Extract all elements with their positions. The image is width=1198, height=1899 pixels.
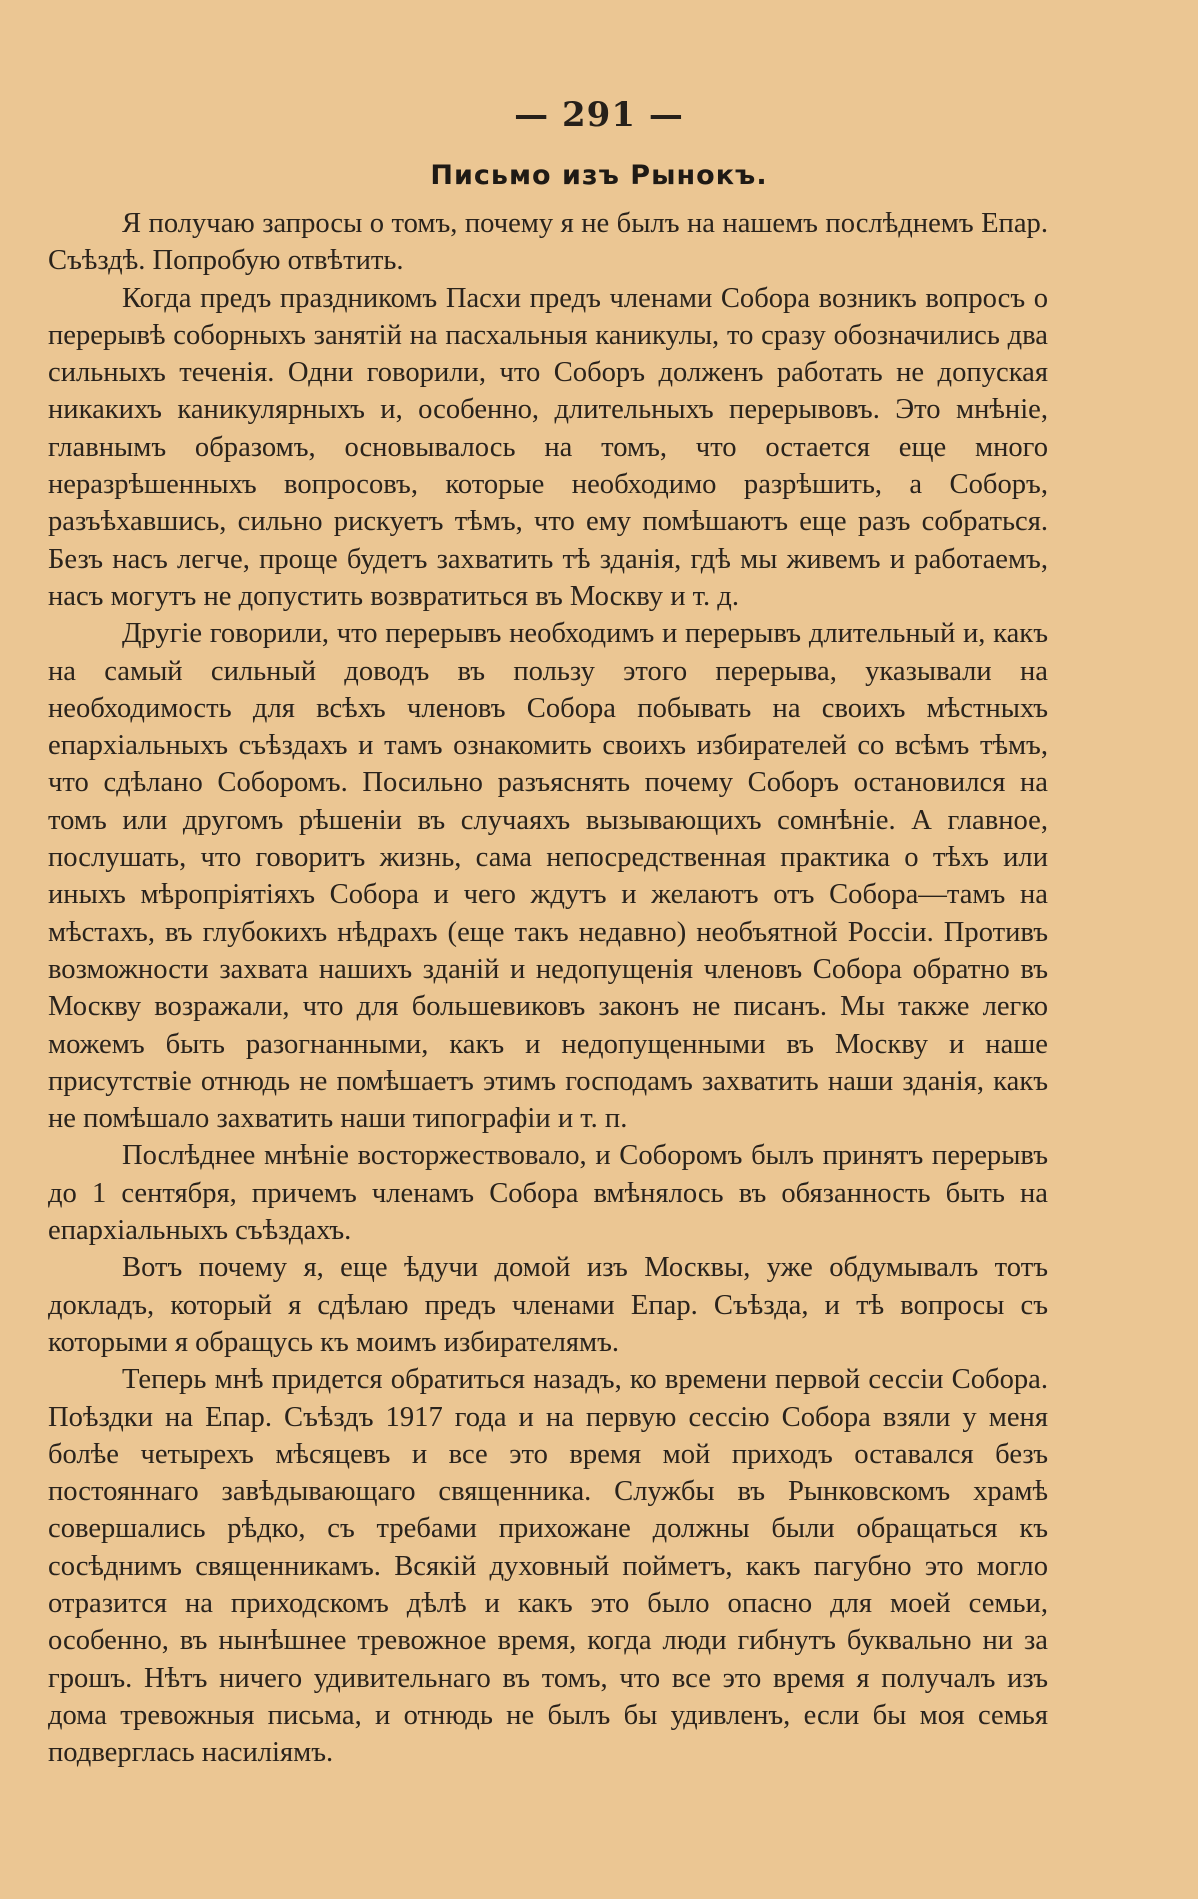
paragraph: Теперь мнѣ придется обратиться назадъ, ко времени первой сессіи Собора. Поѣздки на Епар. Съѣздъ 1917 года и на первую сессію Собора взяли у меня болѣе четырехъ мѣсяцевъ и все это время мой приходъ оставался безъ постояннаго завѣдывающаго священника. Службы въ Рынковскомъ храмѣ совершались рѣдко, съ требами прихожане должны были обращаться къ сосѣднимъ священникамъ. Всякій духовный пойметъ, какъ пагубно это могло отразится на приходскомъ дѣлѣ и какъ это было опасно для моей семьи, особенно, въ нынѣшнее тревожное время, когда люди гибнутъ буквально ни за грошъ. Нѣтъ ничего удивительнаго въ томъ, что все это время я получалъ изъ дома тревожныя письма, и отнюдь не былъ бы удивленъ, если бы моя семья подверглась насиліямъ. <box>48 1364 1048 1769</box>
paragraph: Другіе говорили, что перерывъ необходимъ и перерывъ длительный и, какъ на самый сильный доводъ въ пользу этого перерыва, указывали на необходимость для всѣхъ членовъ Собора побывать на своихъ мѣстныхъ епархіальныхъ съѣздахъ и тамъ ознакомить своихъ избирателей со всѣмъ тѣмъ, что сдѣлано Соборомъ. Посильно разъяснять почему Соборъ остановился на томъ или другомъ рѣшеніи въ случаяхъ вызывающихъ сомнѣніе. А главное, послушать, что говоритъ жизнь, сама непосредственная практика о тѣхъ или иныхъ мѣропріятіяхъ Собора и чего ждутъ и желаютъ отъ Собора—тамъ на мѣстахъ, въ глубокихъ нѣдрахъ (еще такъ недавно) необъятной Россіи. Противъ возможности захвата нашихъ зданій и недопущенія членовъ Собора обратно въ Москву возражали, что для большевиковъ законъ не писанъ. Мы также легко можемъ быть разогнанными, какъ и недопущенными въ Москву и наше присутствіе отнюдь не помѣшаетъ этимъ господамъ захватить наши зданія, какъ не помѣшало захватить наши типографіи и т. п. <box>48 618 1048 1135</box>
page-number: — 291 — <box>514 95 684 135</box>
paragraph: Я получаю запросы о томъ, почему я не былъ на нашемъ послѣднемъ Епар. Съѣздѣ. Попробую отвѣтить. <box>48 208 1048 277</box>
paragraph: Вотъ почему я, еще ѣдучи домой изъ Москвы, уже обдумывалъ тотъ докладъ, который я сдѣлаю предъ членами Епар. Съѣзда, и тѣ вопросы съ которыми я обращусь къ моимъ избирателямъ. <box>48 1252 1048 1358</box>
paragraph: Послѣднее мнѣніе восторжествовало, и Соборомъ былъ принятъ перерывъ до 1 сентября, причемъ членамъ Собора вмѣнялось въ обязанность быть на епархіальныхъ съѣздахъ. <box>48 1140 1048 1247</box>
paragraph: Когда предъ праздникомъ Пасхи предъ членами Собора возникъ вопросъ о перерывѣ соборныхъ занятій на пасхальныя каникулы, то сразу обозначились два сильныхъ теченія. Одни говорили, что Соборъ долженъ работать не допуская никакихъ каникулярныхъ и, особенно, длительныхъ перерывовъ. Это мнѣніе, главнымъ образомъ, основывалось на томъ, что остается еще много неразрѣшенныхъ вопросовъ, которые необходимо разрѣшить, а Соборъ, разъѣхавшись, сильно рискуетъ тѣмъ, что ему помѣшаютъ еще разъ собраться. Безъ насъ легче, проще будетъ захватить тѣ зданія, гдѣ мы живемъ и работаемъ, насъ могутъ не допустить возвратиться въ Москву и т. д. <box>48 282 1048 612</box>
article-title: Письмо изъ Рынокъ. <box>430 160 768 191</box>
article-body <box>48 205 1048 1771</box>
